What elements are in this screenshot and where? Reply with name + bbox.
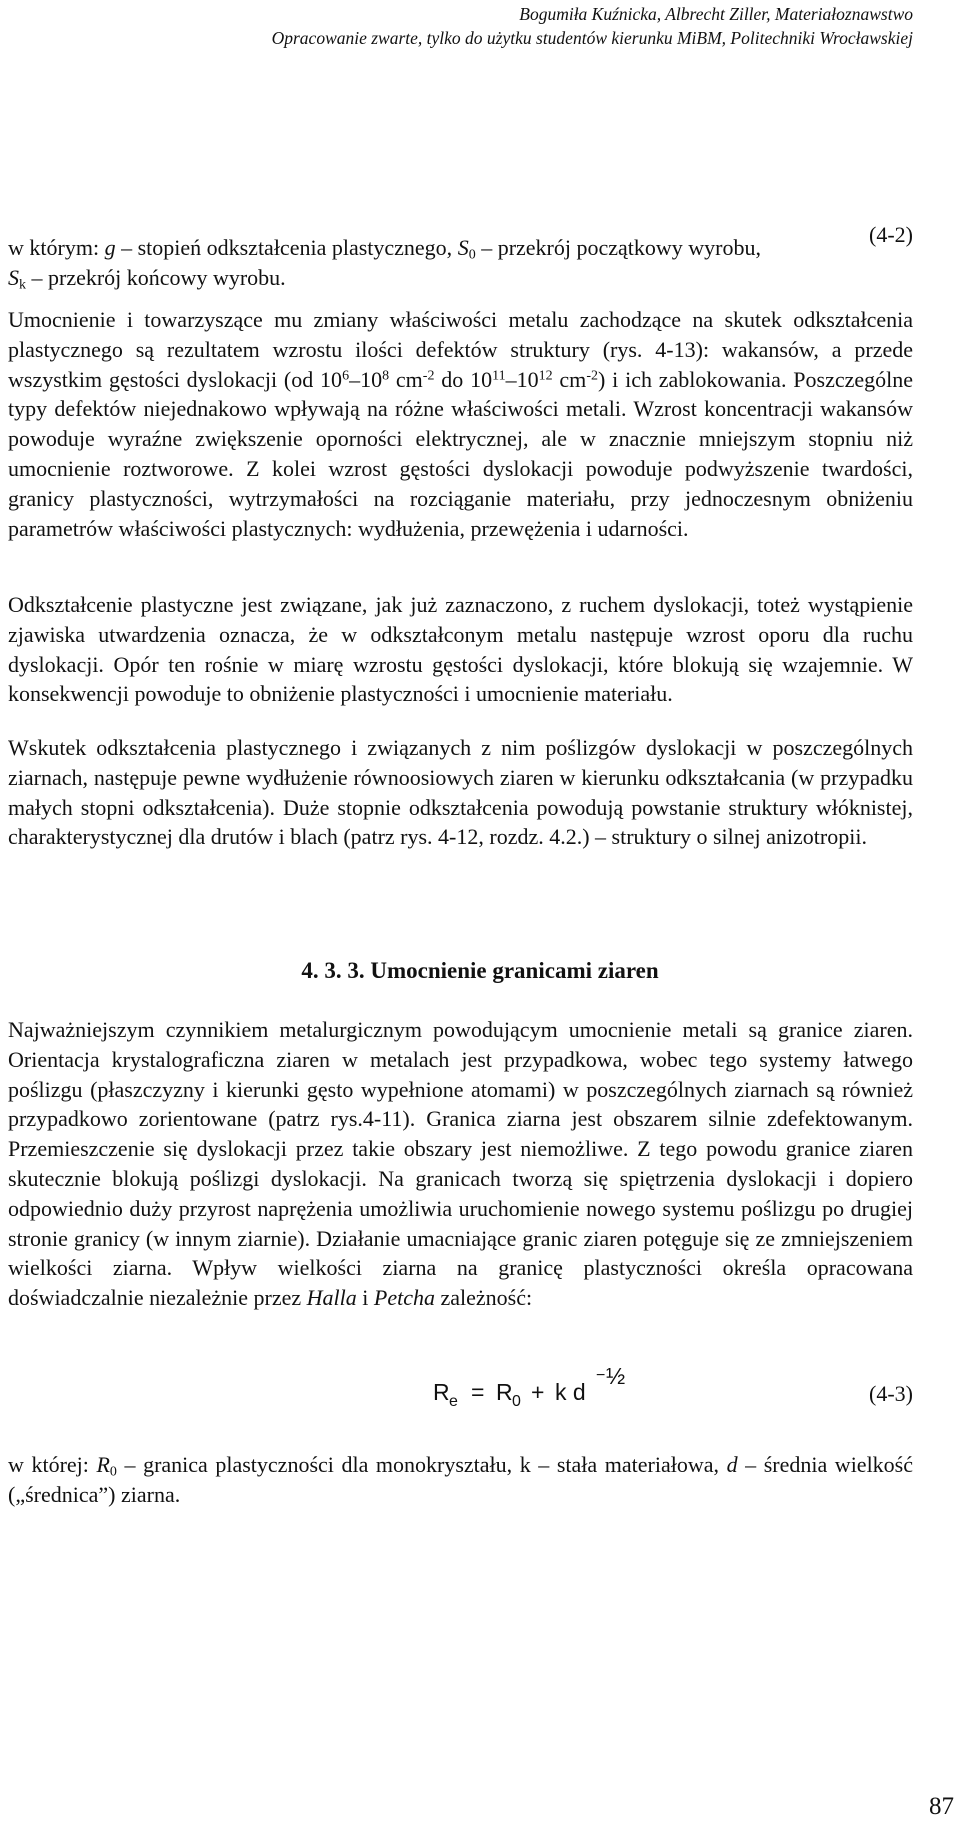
formula-exponent-half: ½ (606, 1363, 626, 1389)
paragraph-definitions: w którym: g – stopień odkształcenia plastycznego, $S_0$ – przekrój początkowy wyrobu, $S_k$ – przekrój końcowy wyrobu. (8, 235, 761, 293)
formula-exponent-minus: − (596, 1367, 606, 1384)
page-number: 87 (929, 1793, 954, 1820)
header-note: Opracowanie zwarte, tylko do użytku studentów kierunku MiBM, Politechniki Wrocławskiej (271, 28, 913, 48)
paragraph-hardening: Umocnienie i towarzyszące mu zmiany właściwości metalu zachodzące na skutek odkształcenia plastycznego są rezultatem wzrostu ilości defektów struktury (rys. 4-13): wakansów, a przede wszystkim gęstości dyslokacji (od $10^6-10^8$ $cm^{-2}$ do $10^{11}-10^{12}$ $cm^{-2}$) i ich zablokowania. Poszczególne typy defektów niejednakowo wpływają na różne właściwości metali. Wzrost koncentracji wakansów powoduje wyraźne zwiększenie oporności elektrycznej, ale w znacznie mniejszym stopniu niż umocnienie roztworowe. Z kolei wzrost gęstości dyslokacji powoduje podwyższenie twardości, granicy plastyczności, wytrzymałości na rozciąganie materiału, przy jednoczesnym obniżeniu parametrów właściwości plastycznych: wydłużenia, przewężenia i udarności. (8, 307, 914, 541)
formula-kd: k d (555, 1379, 586, 1405)
equation-number-4-2: (4-2) (869, 222, 913, 247)
paragraph-slip-elongation: Wskutek odkształcenia plastycznego i związanych z nim poślizgów dyslokacji w poszczególnych ziarnach, następuje pewne wydłużenie równoosiowych ziaren w kierunku odkształcania (w przypadku małych stopni odkształcenia). Duże stopnie odkształcenia powodują powstanie struktury włóknistej, charakterystycznej dla drutów i blach (patrz rys. 4-12, rozdz. 4.2.) – struktury o silnej anizotropii. (8, 735, 913, 850)
paragraph-grain-boundaries: Najważniejszym czynnikiem metalurgicznym powodującym umocnienie metali są granice ziaren. Orientacja krystalograficzna ziaren w metalach jest przypadkowa, wobec tego systemy łatwego poślizgu (płaszczyzny i kierunki gęsto wypełnione atomami) w poszczególnych ziarnach są również przypadkowo zorientowane (patrz rys.4-11). Granica ziarna jest obszarem silnie zdefektowanym. Przemieszczenie się dyslokacji przez takie obszary jest niemożliwe. Z tego powodu granice ziaren skutecznie blokują poślizgi dyslokacji. Na granicach tworzą się spiętrzenia dyslokacji i dopiero odpowiednio duży przyrost naprężenia umożliwia uruchomienie nowego systemu poślizgu po drugiej stronie granicy (w innym ziarnie). Działanie umacniające granic ziaren potęguje się ze zmniejszeniem wielkości ziarna. Wpływ wielkości ziarna na granicę plastyczności określa opracowana doświadczalnie niezależnie przez Halla i Petcha zależność: (8, 1017, 913, 1311)
formula-R: R (433, 1379, 450, 1405)
section-heading: 4. 3. 3. Umocnienie granicami ziaren (301, 958, 659, 983)
equation-number-4-3: (4-3) (869, 1381, 913, 1406)
formula-subscript-e: e (449, 1393, 458, 1410)
header-authors-title: Bogumiła Kuźnicka, Albrecht Ziller, Materiałoznawstwo (519, 4, 913, 24)
running-header (272, 2, 913, 50)
formula-subscript-0: 0 (512, 1393, 521, 1410)
formula-R0: R (496, 1379, 513, 1405)
formula-plus: + (531, 1379, 545, 1405)
paragraph-formula-legend: w której: $R_0$ – granica plastyczności dla monokryształu, k – stała materiałowa, d – średnia wielkość („średnica”) ziarna. (8, 1452, 914, 1507)
formula-equals: = (471, 1379, 485, 1405)
paragraph-plastic-deformation: Odkształcenie plastyczne jest związane, jak już zaznaczono, z ruchem dyslokacji, toteż wystąpienie zjawiska utwardzenia oznacza, że w odkształconym metalu następuje wzrost oporu dla ruchu dyslokacji. Opór ten rośnie w miarę wzrostu gęstości dyslokacji, które blokują się wzajemnie. W konsekwencji powoduje to obniżenie plastyczności i umocnienie materiału. (8, 592, 913, 707)
hall-petch-formula (433, 1363, 653, 1411)
